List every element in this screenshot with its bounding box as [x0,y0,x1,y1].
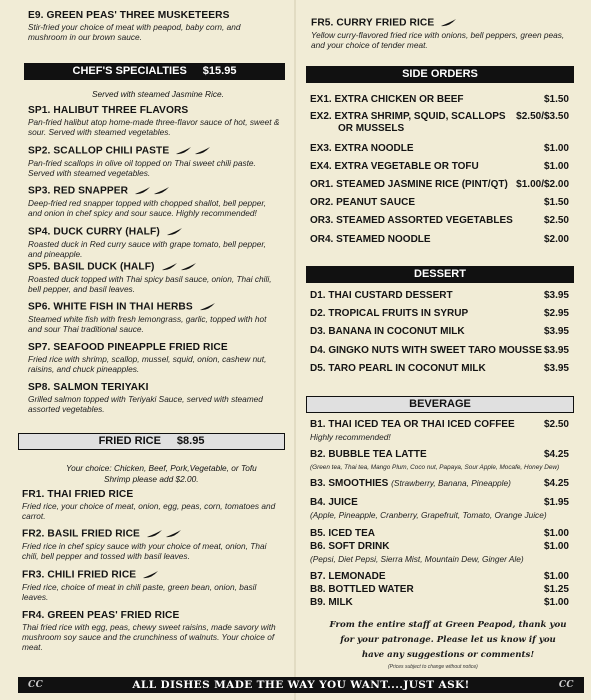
item-label: B9. MILK [310,597,353,608]
side-order-row [310,234,569,246]
beverage-row [310,528,569,540]
item-label: EX3. EXTRA NOODLE [310,143,414,154]
item-label: B7. LEMONADE [310,571,386,582]
footer-banner [18,677,584,693]
side-order-row [310,111,569,135]
section-title: SIDE ORDERS [402,68,478,80]
item-label: OR3. STEAMED ASSORTED VEGETABLES [310,215,513,226]
item-title: SP3. RED SNAPPER [28,185,129,197]
section-title: CHEF'S SPECIALTIES [72,65,187,77]
item-price: $1.95 [543,497,569,508]
item-label: D3. BANANA IN COCONUT MILK [310,326,465,337]
beverage-row [310,584,569,596]
beverage-row [310,419,569,431]
item-title: SP7. SEAFOOD PINEAPPLE FRIED RICE [28,342,228,353]
menu-item-sp5 [28,261,280,294]
item-description: Pan-fried halibut atop home-made three-flavor sauce of hot, sweet & sour. Served with steamed vegetables. [28,117,280,137]
menu-item-sp8 [28,382,280,414]
item-label: B3. SMOOTHIES [310,478,389,489]
item-label: D5. TARO PEARL IN COCONUT MILK [310,363,486,374]
item-price: $4.25 [543,478,569,489]
chili-pepper-icon [145,528,185,540]
item-price: $3.95 [543,290,569,301]
menu-item-fr5 [311,17,573,50]
chili-pepper-icon [439,17,459,29]
item-description: Pan-fried scallops in olive oil topped on Thai sweet chili paste. Served with steamed vegetables. [28,157,256,178]
item-label-continued: OR MUSSELS [338,123,405,134]
chili-pepper-icon [160,261,200,273]
section-price: $8.95 [176,435,205,447]
item-label: D2. TROPICAL FRUITS IN SYRUP [310,308,469,319]
item-price: $1.00 [543,161,569,172]
fried-rice-choice: Your choice: Chicken, Beef, Pork,Vegetable, or Tofu [66,463,257,473]
item-title: E9. GREEN PEAS' THREE MUSKETEERS [28,10,230,21]
menu-item-e9 [28,10,278,42]
item-title: SP5. BASIL DUCK (HALF) [28,261,155,273]
item-label: EX2. EXTRA SHRIMP, SQUID, SCALLOPS [310,111,506,122]
footer-mark-left: CC [28,680,44,690]
item-description: Roasted duck topped with Thai spicy basil sauce, onion, Thai chili, bell pepper, and basil leaves. [28,273,272,294]
item-price: $2.50 [543,215,569,226]
item-label: B2. BUBBLE TEA LATTE [310,449,427,460]
item-price: $1.25 [543,584,569,595]
beverage-row [310,597,569,609]
item-price: $1.00/$2.00 [516,179,569,190]
item-title: FR1. THAI FRIED RICE [22,489,134,500]
chili-pepper-icon [141,569,161,581]
item-description: Yellow curry-flavored fried rice with onions, bell peppers, green peas, and your choice of tender meat. [311,29,565,50]
section-title: FRIED RICE [98,435,161,447]
menu-item-sp2 [28,145,280,178]
item-price: $1.50 [543,94,569,105]
chili-pepper-icon [174,145,214,157]
menu-item-fr3 [22,569,278,602]
fried-rice-header [18,433,285,450]
item-description: Roasted duck in Red curry sauce with grape tomato, bell pepper, and pineapple. [28,238,266,259]
item-price: $1.50 [543,197,569,208]
section-price: $15.95 [202,65,237,77]
footer-mark-right: CC [558,680,574,690]
dessert-row [310,363,569,375]
beverage-row [310,497,569,509]
item-label: EX1. EXTRA CHICKEN OR BEEF [310,94,464,105]
beverage-note: (Apple, Pineapple, Cranberry, Grapefruit, Tomato, Orange Juice) [310,510,547,520]
item-description: Fried rice with shrimp, scallop, mussel, squid, onion, cashew nut, raisins, and chuck pineapples. [28,354,267,374]
served-note: Served with steamed Jasmine Rice. [92,89,224,99]
item-label: B6. SOFT DRINK [310,541,390,552]
section-title: BEVERAGE [409,398,471,410]
item-label: D4. GINGKO NUTS WITH SWEET TARO MOUSSE [310,345,543,356]
beverage-note: Highly recommended! [310,432,391,442]
item-title: SP2. SCALLOP CHILI PASTE [28,145,170,157]
item-price: $1.00 [543,143,569,154]
beverage-row [310,571,569,583]
side-order-row [310,179,569,191]
dessert-row [310,326,569,338]
page-fold [294,0,296,700]
thank-you-note: From the entire staff at Green Peapod, thank you for your patronage. Please let us know if you have any suggestions or comments! [329,620,567,660]
item-description: Steamed white fish with fresh lemongrass, garlic, topped with hot and sour Thai traditional sauce. [28,313,267,334]
item-description: Fried rice, your choice of meat, onion, egg, peas, corn, tomatoes and carrot. [22,501,276,521]
beverage-row [310,541,569,553]
side-orders-header [306,66,574,83]
item-price: $3.95 [543,363,569,374]
item-label: B5. ICED TEA [310,528,376,539]
price-disclaimer: (Prices subject to change without notice) [388,664,478,670]
item-title: FR2. BASIL FRIED RICE [22,528,140,540]
item-label: B4. JUICE [310,497,358,508]
item-description: Fried rice in chef spicy sauce with your choice of meat, onion, Thai chili, bell pepper and tossed with basil leaves. [22,540,267,561]
item-label: EX4. EXTRA VEGETABLE OR TOFU [310,161,479,172]
item-label: OR4. STEAMED NOODLE [310,234,431,245]
item-title: SP4. DUCK CURRY (HALF) [28,226,160,238]
menu-item-sp6 [28,301,280,334]
menu-item-fr4 [22,610,278,652]
side-order-row [310,161,569,173]
item-description: Fried rice, choice of meat in chili paste, green bean, onion, basil leaves. [22,581,257,602]
item-description: Thai fried rice with egg, peas, chewy sweet raisins, made savory with mushroom soy sauce and the crunchiness of walnuts. Your choice of meat. [22,622,276,652]
menu-item-sp1 [28,105,280,137]
item-title: FR3. CHILI FRIED RICE [22,569,137,581]
beverage-row [310,478,569,490]
beverage-note: (Pepsi, Diet Pepsi, Sierra Mist, Mountain Dew, Ginger Ale) [310,554,524,564]
dessert-row [310,345,569,357]
menu-item-sp7 [28,342,280,374]
item-description: Deep-fried red snapper topped with chopped shallot, bell pepper, and onion in chef spicy and sour sauce. Highly recommended! [28,197,267,218]
chefs-specialties-header [24,63,285,80]
menu-item-fr1 [22,489,278,521]
chili-pepper-icon [198,301,218,313]
item-price: $2.00 [543,234,569,245]
menu-item-sp3 [28,185,280,218]
item-label: B1. THAI ICED TEA OR THAI ICED COFFEE [310,419,515,430]
item-price: $2.50/$3.50 [516,111,569,122]
beverage-note: (Green tea, Thai tea, Mango Plum, Coco nut, Papaya, Sour Apple, Mocafe, Honey Dew) [310,464,560,471]
dessert-row [310,290,569,302]
fried-rice-shrimp-note: Shrimp please add $2.00. [104,474,199,484]
beverage-note: (Strawberry, Banana, Pineapple) [391,478,511,488]
menu-item-fr2 [22,528,278,561]
item-label: B8. BOTTLED WATER [310,584,414,595]
item-label: D1. THAI CUSTARD DESSERT [310,290,453,301]
item-title: SP6. WHITE FISH IN THAI HERBS [28,301,193,313]
item-label: OR1. STEAMED JASMINE RICE (PINT/QT) [310,179,508,190]
item-title: SP8. SALMON TERIYAKI [28,382,149,393]
chili-pepper-icon [133,185,173,197]
section-title: DESSERT [414,268,466,280]
menu-item-sp4 [28,226,280,259]
dessert-header [306,266,574,283]
beverage-row [310,449,569,461]
item-title: FR4. GREEN PEAS' FRIED RICE [22,610,180,621]
footer-text: ALL DISHES MADE THE WAY YOU WANT....JUST ASK! [132,679,470,691]
chili-pepper-icon [165,226,185,238]
item-price: $1.00 [543,571,569,582]
item-title: FR5. CURRY FRIED RICE [311,17,435,29]
side-order-row [310,94,569,106]
item-price: $1.00 [543,528,569,539]
side-order-row [310,215,569,227]
item-price: $3.95 [543,326,569,337]
item-price: $1.00 [543,597,569,608]
item-label: OR2. PEANUT SAUCE [310,197,416,208]
item-price: $3.95 [543,345,569,356]
beverage-header [306,396,574,413]
item-title: SP1. HALIBUT THREE FLAVORS [28,105,189,116]
item-description: Stir-fried your choice of meat with peapod, baby corn, and mushroom in our brown sauce. [28,22,241,42]
item-price: $4.25 [543,449,569,460]
side-order-row [310,197,569,209]
item-price: $2.95 [543,308,569,319]
item-description: Grilled salmon topped with Teriyaki Sauce, served with steamed assorted vegetables. [28,394,263,414]
item-price: $1.00 [543,541,569,552]
dessert-row [310,308,569,320]
item-price: $2.50 [543,419,569,430]
side-order-row [310,143,569,155]
